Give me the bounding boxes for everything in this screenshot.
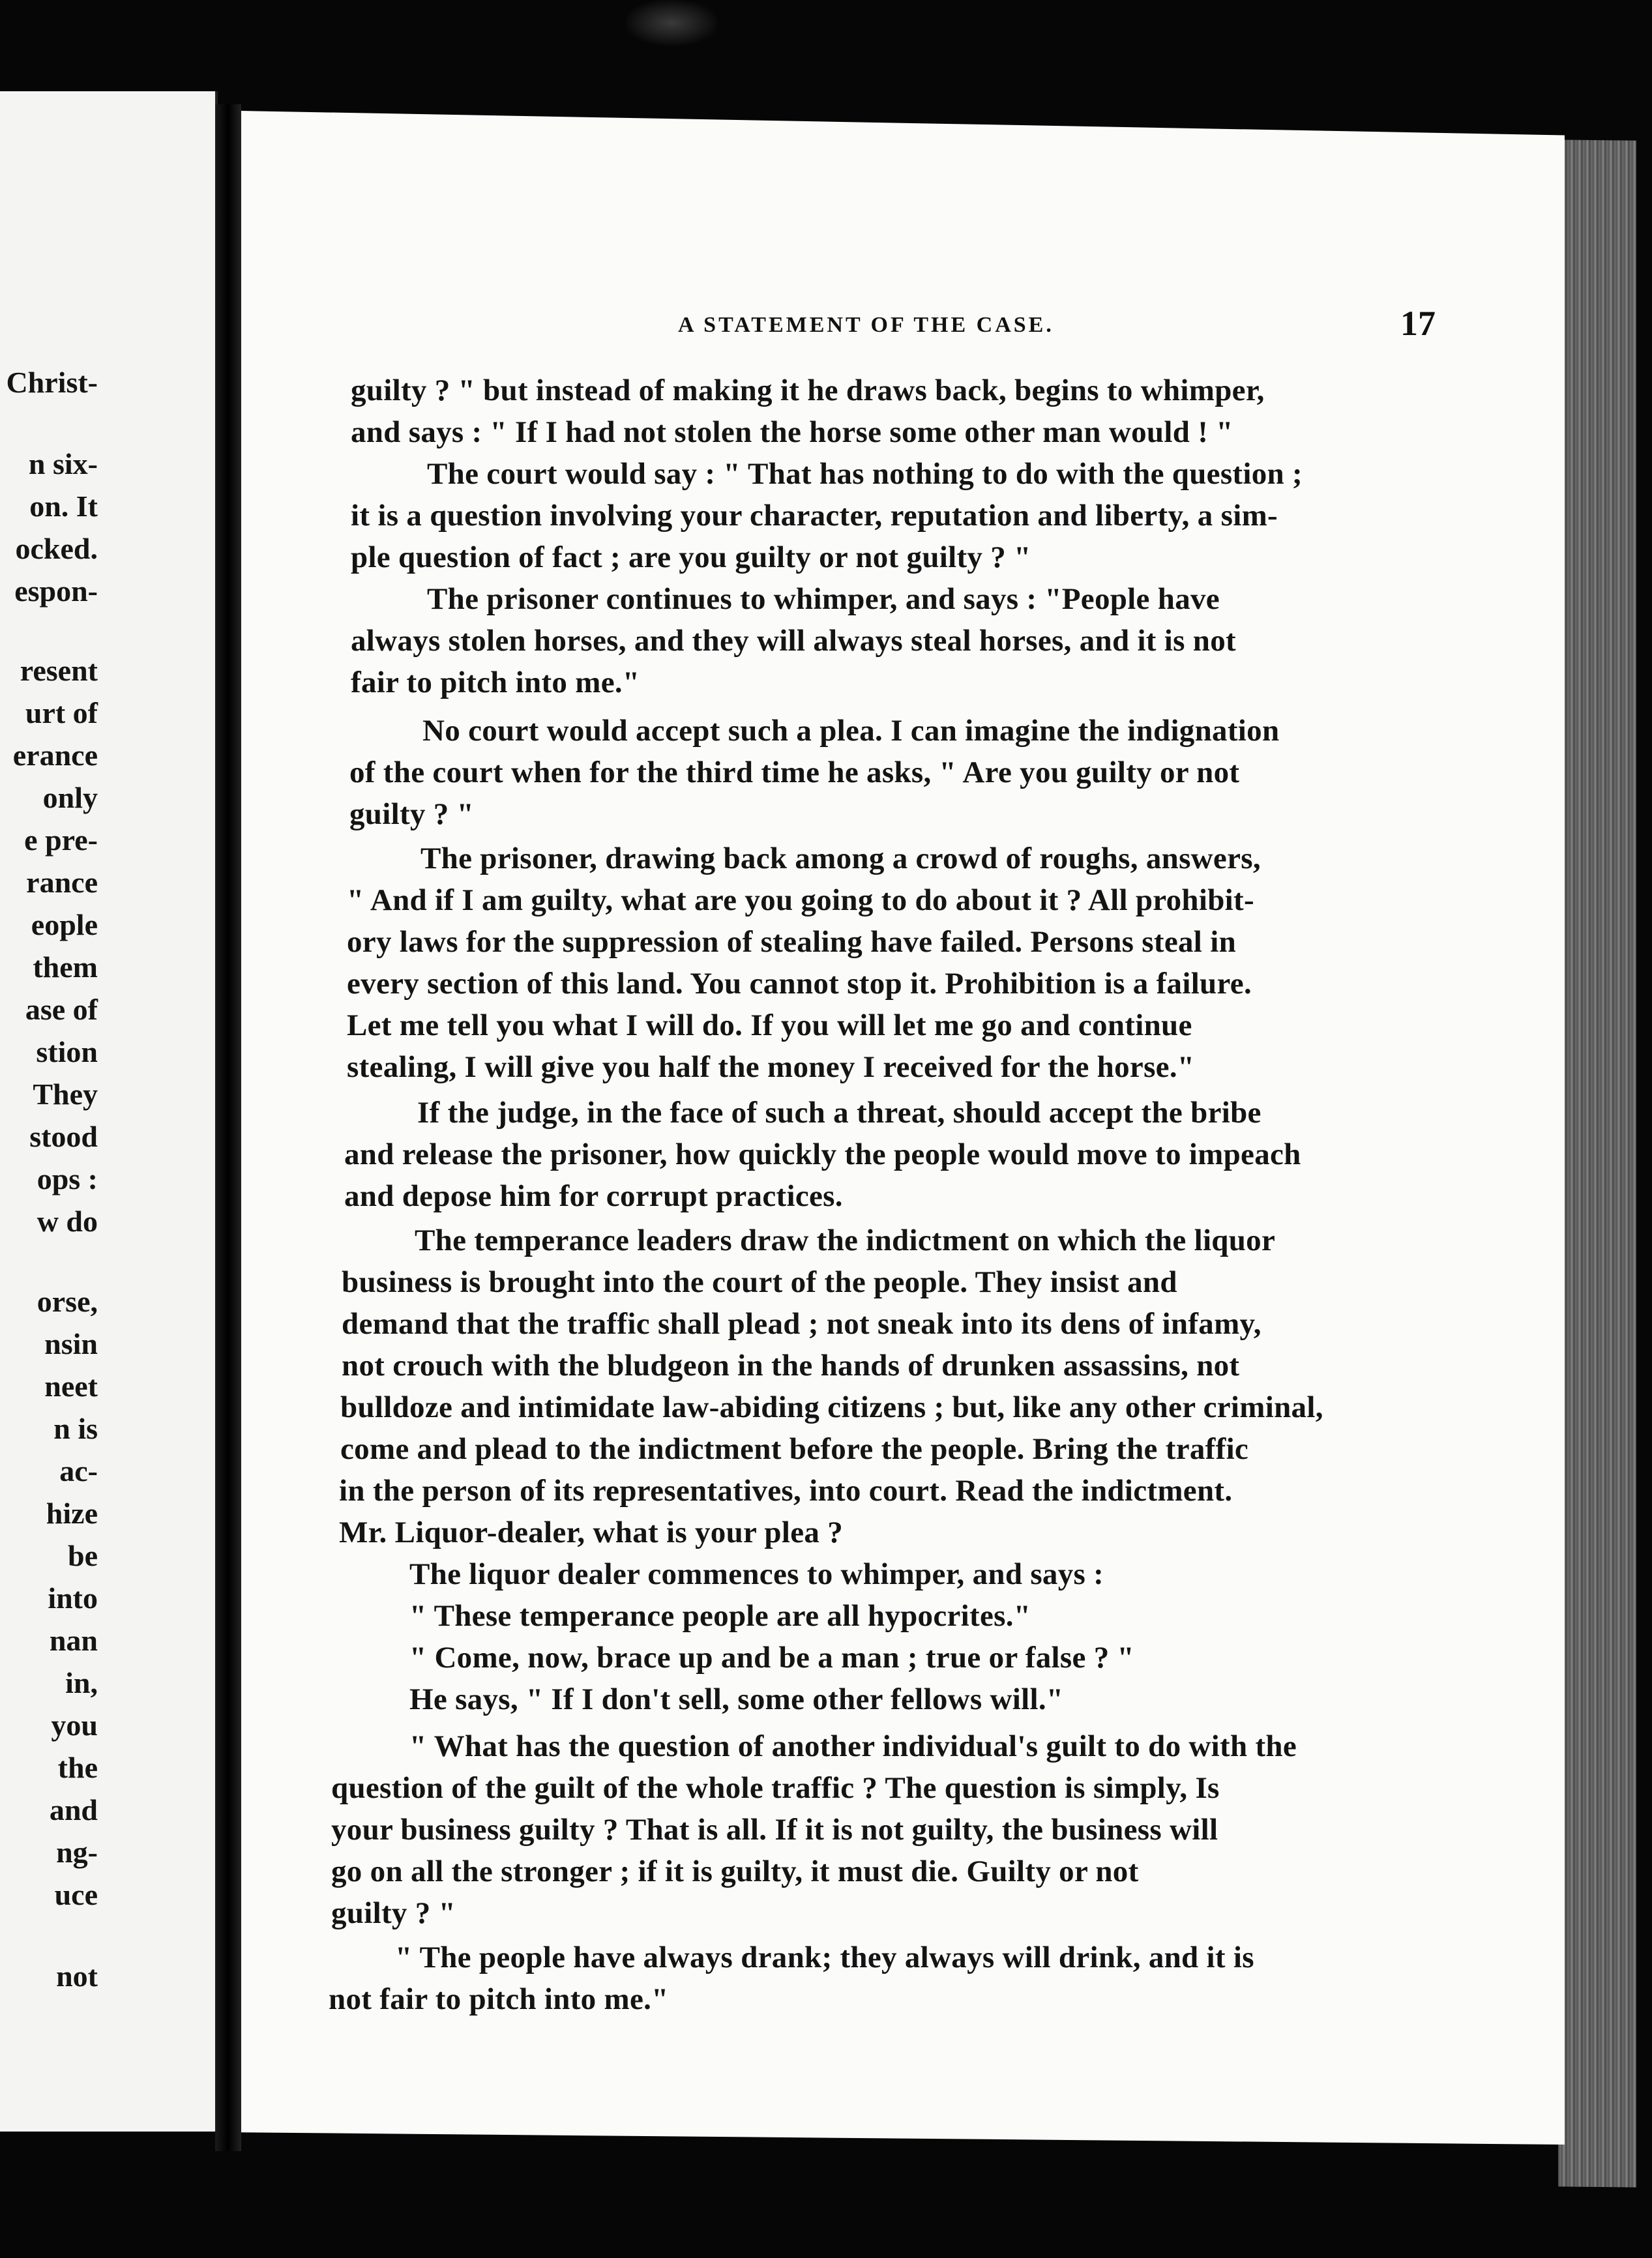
left-fragment: Christ- bbox=[6, 366, 98, 399]
left-fragment: ase of bbox=[25, 993, 98, 1026]
left-fragment: erance bbox=[12, 739, 98, 772]
left-fragment: neet bbox=[44, 1370, 98, 1403]
text-line: ple question of fact ; are you guilty or not guilty ? " bbox=[351, 540, 1031, 574]
text-line: " Come, now, brace up and be a man ; true or false ? " bbox=[409, 1641, 1134, 1675]
left-fragment: in, bbox=[65, 1666, 98, 1699]
left-fragment: nsin bbox=[44, 1327, 98, 1360]
left-fragment: resent bbox=[20, 654, 98, 687]
left-fragment: the bbox=[57, 1751, 98, 1784]
left-fragment: them bbox=[33, 950, 98, 984]
text-line: If the judge, in the face of such a threat, should accept the bribe bbox=[417, 1096, 1261, 1130]
text-line: and release the prisoner, how quickly the people would move to impeach bbox=[344, 1137, 1301, 1171]
text-line: stealing, I will give you half the money I received for the horse." bbox=[347, 1050, 1195, 1084]
text-line: ory laws for the suppression of stealing have failed. Persons steal in bbox=[347, 925, 1237, 959]
text-line: every section of this land. You cannot stop it. Prohibition is a failure. bbox=[347, 967, 1252, 1001]
text-line: and says : " If I had not stolen the horse some other man would ! " bbox=[351, 415, 1233, 449]
text-line: Mr. Liquor-dealer, what is your plea ? bbox=[339, 1516, 844, 1549]
text-line: fair to pitch into me." bbox=[351, 666, 640, 699]
text-line: The court would say : " That has nothing to do with the question ; bbox=[427, 457, 1303, 491]
left-fragment: on. It bbox=[29, 490, 98, 523]
text-line: of the court when for the third time he asks, " Are you guilty or not bbox=[349, 755, 1240, 789]
text-line: " What has the question of another individual's guilt to do with the bbox=[409, 1729, 1297, 1763]
text-line: not crouch with the bludgeon in the hands of drunken assassins, not bbox=[342, 1349, 1240, 1383]
text-line: guilty ? " but instead of making it he draws back, begins to whimper, bbox=[351, 374, 1265, 407]
text-line: always stolen horses, and they will always steal horses, and it is not bbox=[351, 624, 1236, 658]
text-line: " These temperance people are all hypocrites." bbox=[409, 1599, 1031, 1633]
text-line: bulldoze and intimidate law-abiding citizens ; but, like any other criminal, bbox=[340, 1390, 1323, 1424]
page-number: 17 bbox=[1400, 304, 1436, 343]
left-fragment: rance bbox=[26, 866, 98, 899]
left-fragment: eople bbox=[31, 908, 98, 941]
left-fragment: hize bbox=[46, 1497, 98, 1530]
text-line: No court would accept such a plea. I can imagine the indignation bbox=[422, 714, 1280, 748]
left-fragment: stood bbox=[29, 1120, 98, 1153]
text-line: The prisoner continues to whimper, and says : "People have bbox=[427, 582, 1220, 616]
left-fragment: ocked. bbox=[15, 532, 98, 565]
left-fragment: nan bbox=[49, 1624, 98, 1657]
text-line: Let me tell you what I will do. If you will let me go and continue bbox=[347, 1008, 1192, 1042]
left-fragment: uce bbox=[54, 1878, 98, 1911]
text-line: The temperance leaders draw the indictment on which the liquor bbox=[415, 1224, 1276, 1257]
text-line: in the person of its representatives, into court. Read the indictment. bbox=[339, 1474, 1233, 1508]
text-line: The liquor dealer commences to whimper, and says : bbox=[409, 1557, 1104, 1591]
text-line: guilty ? " bbox=[349, 797, 474, 831]
text-line: come and plead to the indictment before the people. Bring the traffic bbox=[340, 1432, 1249, 1466]
left-fragment: and bbox=[49, 1793, 98, 1826]
book-gutter bbox=[215, 104, 241, 2151]
text-line: guilty ? " bbox=[331, 1896, 456, 1930]
text-line: " And if I am guilty, what are you going to do about it ? All prohibit- bbox=[347, 883, 1254, 917]
running-head: A STATEMENT OF THE CASE. bbox=[678, 313, 1054, 337]
left-fragment: n is bbox=[53, 1412, 98, 1445]
left-fragment: be bbox=[68, 1539, 98, 1572]
left-fragment: not bbox=[56, 1959, 98, 1993]
page-edges bbox=[1558, 139, 1636, 2187]
text-line: not fair to pitch into me." bbox=[329, 1982, 669, 2016]
left-fragment: ac- bbox=[59, 1454, 98, 1488]
left-fragment: ops : bbox=[37, 1162, 98, 1195]
scan-artifact bbox=[626, 0, 717, 46]
text-line: business is brought into the court of the people. They insist and bbox=[342, 1265, 1177, 1299]
text-line: demand that the traffic shall plead ; not sneak into its dens of infamy, bbox=[342, 1307, 1261, 1341]
text-line: question of the guilt of the whole traffic ? The question is simply, Is bbox=[331, 1771, 1220, 1805]
text-line: He says, " If I don't sell, some other fellows will." bbox=[409, 1682, 1064, 1716]
left-fragment: into bbox=[48, 1581, 98, 1615]
left-fragment: e pre- bbox=[24, 823, 98, 857]
text-line: go on all the stronger ; if it is guilty, it must die. Guilty or not bbox=[331, 1855, 1139, 1888]
text-line: and depose him for corrupt practices. bbox=[344, 1179, 843, 1213]
left-fragment: They bbox=[33, 1078, 98, 1111]
text-line: " The people have always drank; they always will drink, and it is bbox=[395, 1941, 1254, 1974]
left-fragment: stion bbox=[36, 1035, 98, 1068]
text-line: your business guilty ? That is all. If it is not guilty, the business will bbox=[331, 1813, 1218, 1847]
left-fragment: only bbox=[42, 781, 98, 814]
left-facing-page bbox=[0, 91, 218, 2132]
left-fragment: ng- bbox=[56, 1836, 98, 1869]
left-fragment: n six- bbox=[28, 447, 98, 480]
left-fragment: you bbox=[51, 1708, 98, 1742]
left-fragment: espon- bbox=[14, 574, 98, 608]
left-fragment: orse, bbox=[37, 1285, 98, 1318]
text-line: The prisoner, drawing back among a crowd of roughs, answers, bbox=[420, 842, 1261, 875]
left-fragment: urt of bbox=[25, 696, 98, 729]
left-fragment: w do bbox=[37, 1205, 98, 1238]
text-line: it is a question involving your character, reputation and liberty, a sim- bbox=[351, 499, 1278, 533]
